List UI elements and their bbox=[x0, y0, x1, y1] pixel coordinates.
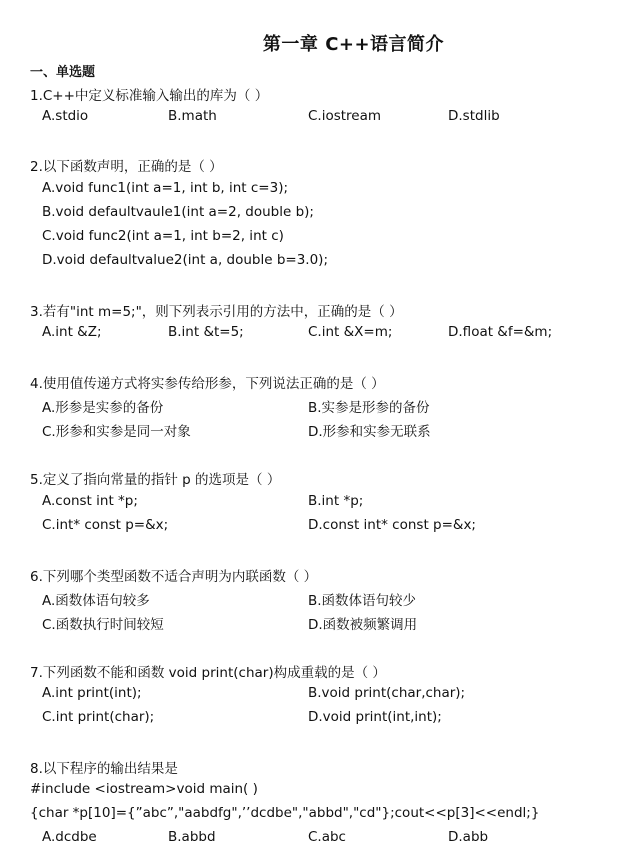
question-5-option-d: D.const int* const p=&x; bbox=[308, 517, 476, 533]
question-1-option-c: C.iostream bbox=[308, 108, 382, 124]
question-7-stem: 7.下列函数不能和函数 void print(char)构成重载的是（ ） bbox=[30, 665, 386, 681]
question-4-option-a: A.形参是实参的备份 bbox=[42, 400, 164, 416]
question-8-option-b: B.abbd bbox=[168, 829, 216, 845]
question-4-option-c: C.形参和实参是同一对象 bbox=[42, 424, 191, 440]
question-3-option-b: B.int &t=5; bbox=[168, 324, 244, 340]
question-6-option-c: C.函数执行时间较短 bbox=[42, 617, 164, 633]
question-8-option-c: C.abc bbox=[308, 829, 346, 845]
chapter-title: 第一章 C++语言简介 bbox=[262, 34, 445, 55]
question-6-option-d: D.函数被频繁调用 bbox=[308, 617, 418, 633]
question-7-option-a: A.int print(int); bbox=[42, 685, 142, 701]
question-1-option-b: B.math bbox=[168, 108, 217, 124]
section-heading: 一、单选题 bbox=[30, 65, 96, 80]
question-4-option-b: B.实参是形参的备份 bbox=[308, 400, 430, 416]
question-3-option-a: A.int &Z; bbox=[42, 324, 102, 340]
question-8-option-d: D.abb bbox=[448, 829, 489, 845]
question-2-option-b: B.void defaultvaule1(int a=2, double b); bbox=[42, 204, 314, 220]
question-5-option-b: B.int *p; bbox=[308, 493, 364, 509]
question-1-stem: 1.C++中定义标准输入输出的库为（ ） bbox=[30, 88, 269, 104]
question-2-option-c: C.void func2(int a=1, int b=2, int c) bbox=[42, 228, 284, 244]
question-4-stem: 4.使用值传递方式将实参传给形参，下列说法正确的是（ ） bbox=[30, 376, 385, 392]
question-6-option-b: B.函数体语句较少 bbox=[308, 593, 417, 609]
question-1-option-d: D.stdlib bbox=[448, 108, 500, 124]
question-7-option-d: D.void print(int,int); bbox=[308, 709, 442, 725]
question-4-option-d: D.形参和实参无联系 bbox=[308, 424, 431, 440]
question-5-option-c: C.int* const p=&x; bbox=[42, 517, 169, 533]
question-3-stem: 3.若有"int m=5;"，则下列表示引用的方法中，正确的是（ ） bbox=[30, 304, 403, 320]
question-5-stem: 5.定义了指向常量的指针 p 的选项是（ ） bbox=[30, 472, 281, 488]
question-1-option-a: A.stdio bbox=[42, 108, 89, 124]
question-2-stem: 2.以下函数声明，正确的是（ ） bbox=[30, 159, 223, 175]
question-3-option-c: C.int &X=m; bbox=[308, 324, 393, 340]
question-2-option-d: D.void defaultvalue2(int a, double b=3.0); bbox=[42, 252, 328, 268]
question-8-stem: 8.以下程序的输出结果是 bbox=[30, 761, 178, 777]
question-8-option-a: A.dcdbe bbox=[42, 829, 97, 845]
question-2-option-a: A.void func1(int a=1, int b, int c=3); bbox=[42, 180, 289, 196]
question-3-option-d: D.float &f=&m; bbox=[448, 324, 553, 340]
question-6-stem: 6.下列哪个类型函数不适合声明为内联函数（ ） bbox=[30, 569, 318, 585]
question-8-code-line-1: #include <iostream>void main( ) bbox=[30, 781, 258, 797]
question-6-option-a: A.函数体语句较多 bbox=[42, 593, 150, 609]
question-5-option-a: A.const int *p; bbox=[42, 493, 138, 509]
question-8-code-line-2: {char *p[10]={”abc”,"aabdfg",’’dcdbe","abbd","cd"};cout<<p[3]<<endl;} bbox=[30, 805, 540, 821]
question-7-option-b: B.void print(char,char); bbox=[308, 685, 466, 701]
question-7-option-c: C.int print(char); bbox=[42, 709, 155, 725]
